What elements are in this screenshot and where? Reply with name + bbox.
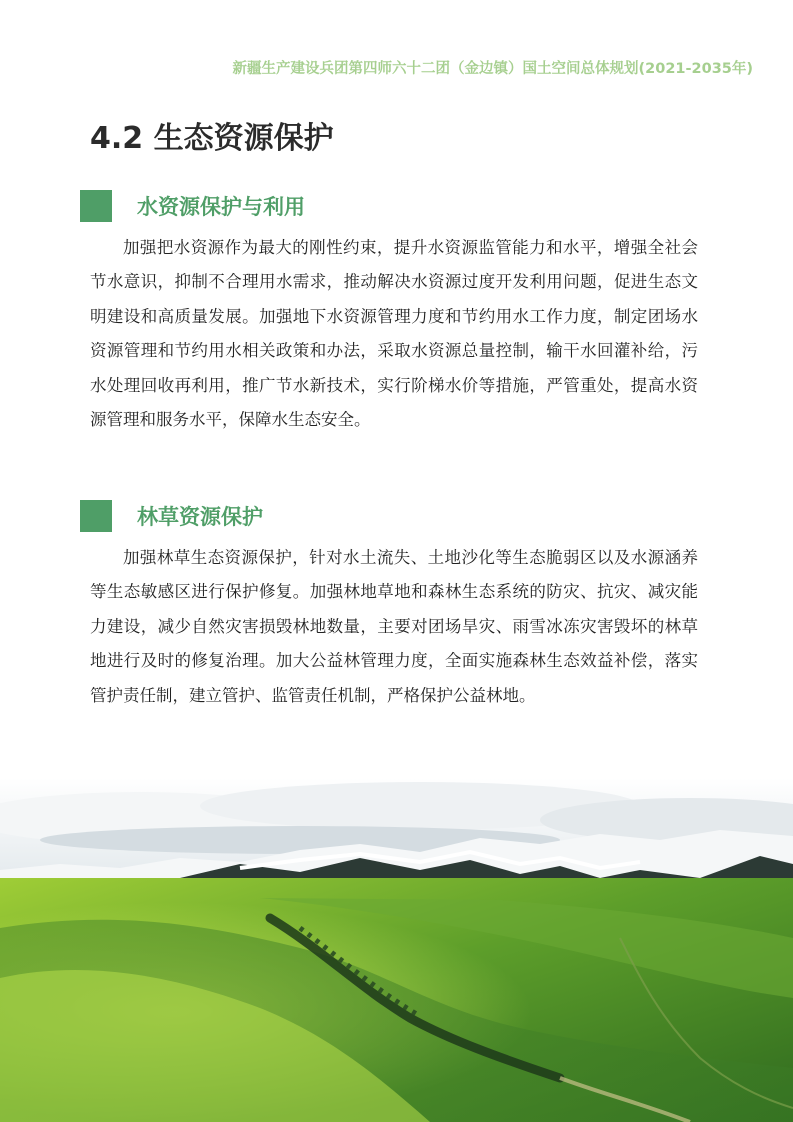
section-forest-grass <box>80 500 720 713</box>
section-title: 水资源保护与利用 <box>137 195 305 219</box>
section-marker-square <box>80 500 112 532</box>
section-paragraph: 加强把水资源作为最大的刚性约束，提升水资源监管能力和水平，增强全社会节水意识，抑制不合理用水需求，推动解决水资源过度开发利用问题，促进生态文明建设和高质量发展。加强地下水资源管理力度和节约用水工作力度，制定团场水资源管理和节约用水相关政策和办法，采取水资源总量控制，输干水回灌补给，污水处理回收再利用，推广节水新技术，实行阶梯水价等措施，严管重处，提高水资源管理和服务水平，保障水生态安全。 <box>90 238 698 430</box>
section-marker-square <box>80 190 112 222</box>
section-title: 林草资源保护 <box>137 505 263 529</box>
grassland-landscape-photo <box>0 778 793 1122</box>
section-heading <box>80 500 720 532</box>
section-water-resources <box>80 190 720 437</box>
section-paragraph: 加强林草生态资源保护，针对水土流失、土地沙化等生态脆弱区以及水源涵养等生态敏感区进行保护修复。加强林地草地和森林生态系统的防灾、抗灾、减灾能力建设，减少自然灾害损毁林地数量，主要对团场旱灾、雨雪冰冻灾害毁坏的林草地进行及时的修复治理。加大公益林管理力度，全面实施森林生态效益补偿，落实管护责任制，建立管护、监管责任机制，严格保护公益林地。 <box>90 548 698 705</box>
page-title: 4.2 生态资源保护 <box>90 121 334 156</box>
section-heading <box>80 190 720 222</box>
running-header: 新疆生产建设兵团第四师六十二团（金边镇）国土空间总体规划(2021-2035年) <box>232 61 753 77</box>
